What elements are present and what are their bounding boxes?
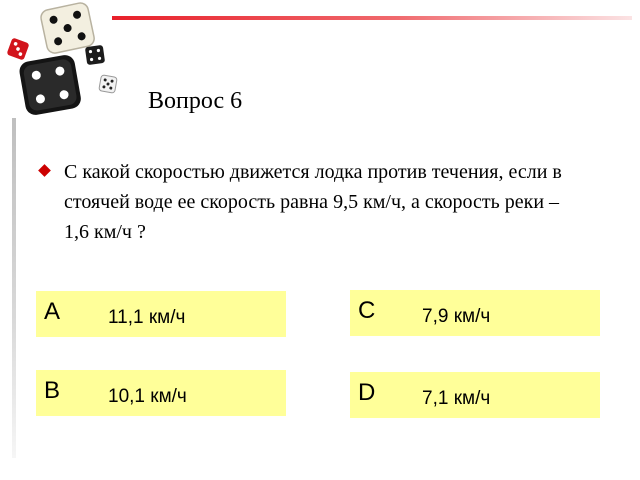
dice-icon [0,0,130,125]
answer-letter: C [358,297,376,324]
answer-value: 7,9 км/ч [422,306,491,327]
bullet-diamond-icon [38,164,51,177]
answer-letter: B [44,377,61,404]
answer-option-d[interactable] [350,372,600,418]
answer-option-b[interactable] [36,370,286,416]
left-accent-line [12,118,16,458]
top-accent-line [112,16,632,20]
answer-value: 7,1 км/ч [422,388,491,409]
answer-letter: D [358,379,376,406]
question-text: С какой скоростью движется лодка против течения, если в стоячей воде ее скорость равна 9,5 км/ч, а скорость реки – 1,6 км/ч ? [64,161,562,243]
answer-option-c[interactable] [350,290,600,336]
answer-value: 11,1 км/ч [108,307,186,328]
answer-letter: A [44,298,61,325]
slide-title: Вопрос 6 [148,88,243,114]
answer-option-a[interactable] [36,291,286,337]
answer-value: 10,1 км/ч [108,386,187,407]
